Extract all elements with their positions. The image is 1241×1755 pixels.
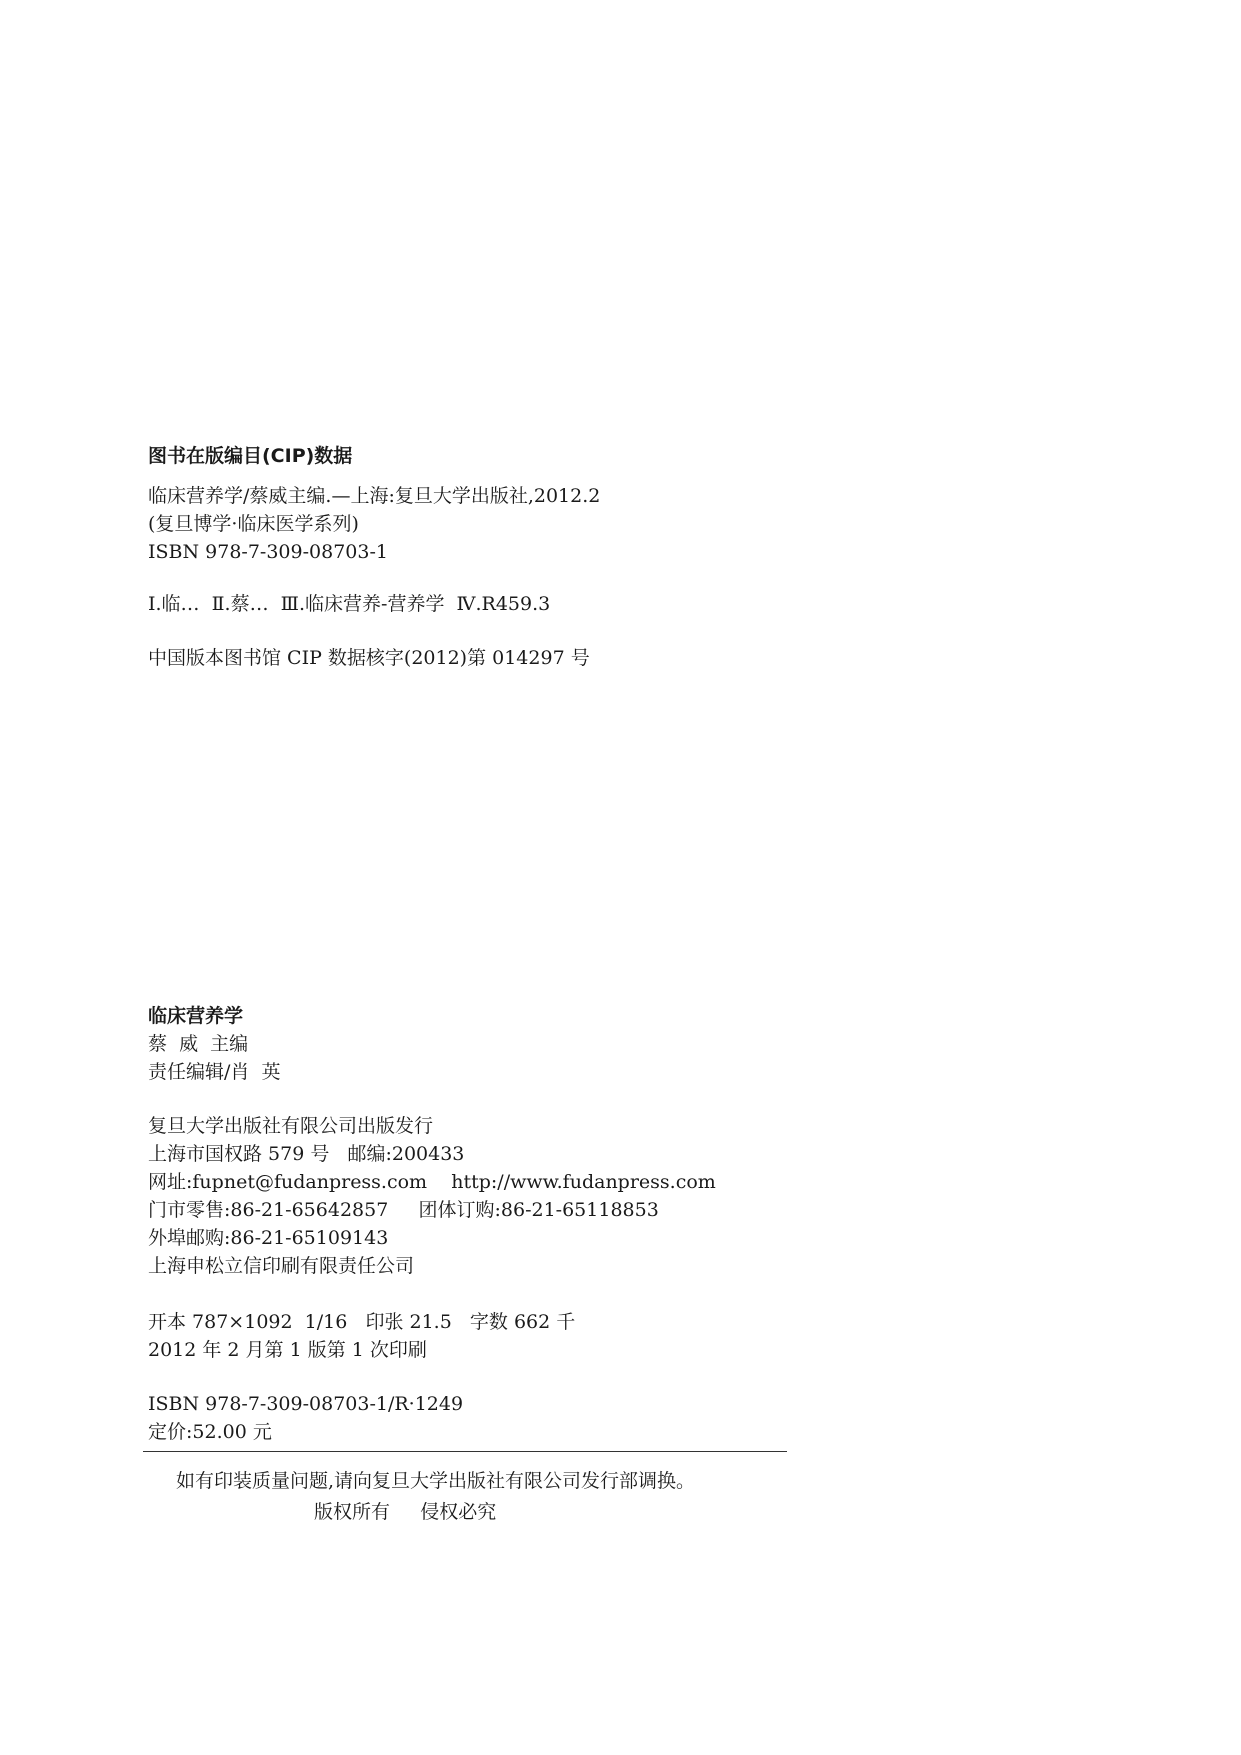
edition-info: 2012 年 2 月第 1 版第 1 次印刷: [148, 1339, 427, 1361]
cip-series-line: (复旦博学·临床医学系列): [148, 513, 359, 535]
publisher-name: 复旦大学出版社有限公司出版发行: [148, 1115, 434, 1137]
cip-record-block: [148, 482, 600, 566]
cip-record-line: 临床营养学/蔡威主编.—上海:复旦大学出版社,2012.2: [148, 485, 601, 507]
cip-record-number-block: [148, 644, 590, 672]
cip-heading-block: [148, 442, 352, 470]
isbn-full: ISBN 978-7-309-08703-1/R·1249: [148, 1393, 464, 1415]
responsible-editor: 责任编辑/肖 英: [148, 1061, 281, 1083]
publisher-website: 网址:fupnet@fudanpress.com http://www.fudanpress.com: [148, 1171, 716, 1193]
cip-heading: 图书在版编目(CIP)数据: [148, 445, 353, 467]
isbn-price-block: [148, 1390, 463, 1446]
price: 定价:52.00 元: [148, 1421, 272, 1443]
format-spec: 开本 787×1092 1/16 印张 21.5 字数 662 千: [148, 1311, 576, 1333]
publisher-phone: 门市零售:86-21-65642857 团体订购:86-21-65118853: [148, 1199, 659, 1221]
quality-notice: 如有印装质量问题,请向复旦大学出版社有限公司发行部调换。: [176, 1470, 696, 1492]
cip-record-number: 中国版本图书馆 CIP 数据核字(2012)第 014297 号: [148, 647, 590, 669]
cip-classification: Ⅰ.临… Ⅱ.蔡… Ⅲ.临床营养-营养学 Ⅳ.R459.3: [148, 593, 551, 615]
publisher-address: 上海市国权路 579 号 邮编:200433: [148, 1143, 465, 1165]
book-info-block: [148, 1002, 280, 1086]
rights-notice: 版权所有 侵权必究: [314, 1501, 497, 1523]
publisher-block: [148, 1112, 716, 1280]
cip-classification-block: [148, 590, 550, 618]
cip-isbn-line: ISBN 978-7-309-08703-1: [148, 541, 388, 563]
publisher-mail-order: 外埠邮购:86-21-65109143: [148, 1227, 389, 1249]
printer-name: 上海申松立信印刷有限责任公司: [148, 1255, 415, 1277]
book-title: 临床营养学: [148, 1005, 244, 1027]
divider-line: [143, 1451, 787, 1452]
specs-block: [148, 1308, 575, 1364]
book-editor: 蔡 威 主编: [148, 1033, 249, 1055]
